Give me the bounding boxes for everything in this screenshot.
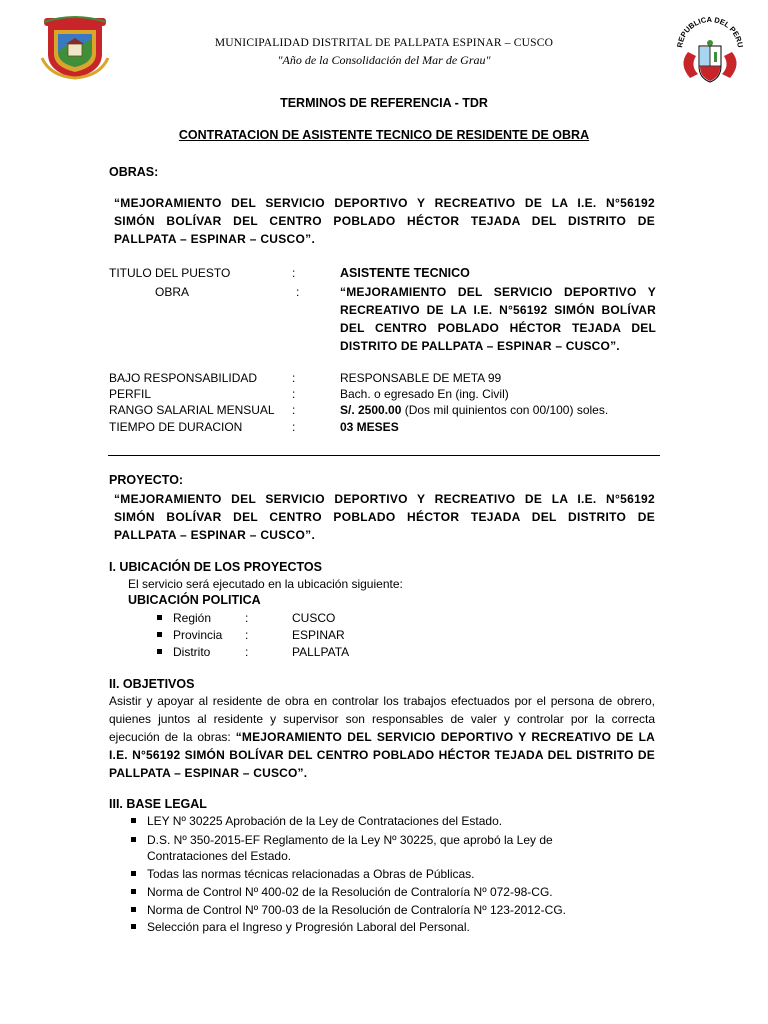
provincia-key: Provincia [173,628,223,642]
obra-line: DEL CENTRO POBLADO HÉCTOR TEJADA DEL [340,321,656,335]
proyecto-line: SIMÓN BOLÍVAR DEL CENTRO POBLADO HÉCTOR TEJADA DEL DISTRITO DE [114,510,655,524]
bajo-key: BAJO RESPONSABILIDAD [109,371,258,385]
obras-line: “MEJORAMIENTO DEL SERVICIO DEPORTIVO Y RECREATIVO DE LA I.E. N°56192 [114,196,655,210]
objetivos-obra-name: “MEJORAMIENTO DEL SERVICIO DEPORTIVO Y RECREATIVO DE LA I.E. N°56192 SIMÓN BOLÍVAR DEL CENTRO POBLADO HÉCTOR TEJADA DEL DISTRITO DE PALLPATA – ESPINAR – CUSCO”. [109,730,656,780]
section-divider [108,455,660,456]
perfil-value-bold: Bach [340,387,368,401]
bullet-icon [131,871,136,876]
objetivos-text: Asistir y apoyar al residente de obra en controlar los trabajos efectuados por el persona de obrero, quienes juntos al residente y supervisor son responsables de valer y controlar por la correcta ejecución de la obras: [109,694,655,744]
colon: : [245,611,249,625]
colon: : [292,387,296,401]
letterhead [0,0,768,90]
objetivos-paragraph [109,692,655,782]
bullet-icon [157,649,162,654]
bullet-icon [131,837,136,842]
legal-item-text: Todas las normas técnicas relacionadas a Obras de Públicas. [147,867,475,881]
ubicacion-intro: El servicio será ejecutado en la ubicación siguiente: [128,577,403,591]
provincia-value: ESPINAR [292,628,345,642]
legal-item-text: Norma de Control Nº 700-03 de la Resolución de Contraloría Nº 123-2012-CG. [147,903,566,917]
perfil-value-rest: . o egresado En (ing. Civil) [367,387,509,401]
peru-coat-of-arms-logo [672,14,748,88]
distrito-key: Distrito [173,645,211,659]
bullet-icon [131,924,136,929]
colon: : [292,371,296,385]
colon: : [292,403,296,417]
obras-line: SIMÓN BOLÍVAR DEL CENTRO POBLADO HÉCTOR TEJADA DEL DISTRITO DE [114,214,655,228]
colon: : [245,628,249,642]
obras-line: PALLPATA – ESPINAR – CUSCO”. [114,232,316,246]
obra-line: DISTRITO DE PALLPATA – ESPINAR – CUSCO”. [340,339,620,353]
obra-value [340,283,656,355]
proyecto-label: PROYECTO: [109,473,184,487]
region-key: Región [173,611,212,625]
obra-key: OBRA [155,285,190,299]
proyecto-line: “MEJORAMIENTO DEL SERVICIO DEPORTIVO Y RECREATIVO DE LA I.E. N°56192 [114,492,655,506]
proyecto-line: PALLPATA – ESPINAR – CUSCO”. [114,528,316,542]
distrito-value: PALLPATA [292,645,350,659]
tiempo-value: 03 MESES [340,420,399,434]
objetivos-title: II. OBJETIVOS [109,677,195,691]
rango-value-rest: (Dos mil quinientos con 00/100) soles. [401,403,609,417]
rango-value-bold: S/. 2500.00 [340,403,402,417]
proyecto-description [114,490,655,544]
obra-line: RECREATIVO DE LA I.E. N°56192 SIMÓN BOLÍVAR [340,303,656,317]
region-value: CUSCO [292,611,336,625]
tiempo-key: TIEMPO DE DURACION [109,420,243,434]
legal-item-text-continued: Contrataciones del Estado. [147,849,292,863]
bullet-icon [131,907,136,912]
perfil-value [340,386,509,402]
legal-item-text: Norma de Control Nº 400-02 de la Resolución de Contraloría Nº 072-98-CG. [147,885,553,899]
legal-item-text: Selección para el Ingreso y Progresión Laboral del Personal. [147,920,470,934]
year-motto: "Año de la Consolidación del Mar de Grau" [277,53,491,67]
bullet-icon [131,889,136,894]
base-legal-title: III. BASE LEGAL [109,797,207,811]
bullet-icon [157,615,162,620]
ubicacion-title: I. UBICACIÓN DE LOS PROYECTOS [109,560,322,574]
titulo-key: TITULO DEL PUESTO [109,266,231,280]
titulo-value: ASISTENTE TECNICO [340,266,470,280]
colon: : [296,285,300,299]
legal-item-text: LEY Nº 30225 Aprobación de la Ley de Contrataciones del Estado. [147,814,503,828]
ubicacion-subtitle: UBICACIÓN POLITICA [128,593,261,607]
rango-key: RANGO SALARIAL MENSUAL [109,403,275,417]
bajo-value: RESPONSABLE DE META 99 [340,371,502,385]
document-subtitle: CONTRATACION DE ASISTENTE TECNICO DE RESIDENTE DE OBRA [178,128,590,142]
right-logo-text: REPUBLICA DEL PERU [675,14,745,49]
obras-label: OBRAS: [109,165,159,179]
colon: : [292,420,296,434]
obras-description [114,194,655,248]
bullet-icon [131,818,136,823]
colon: : [245,645,249,659]
bullet-icon [157,632,162,637]
municipality-name: MUNICIPALIDAD DISTRITAL DE PALLPATA ESPINAR – CUSCO [214,37,554,49]
legal-item-text: D.S. Nº 350-2015-EF Reglamento de la Ley Nº 30225, que aprobó la Ley de [147,833,553,847]
perfil-key: PERFIL [109,387,152,401]
obra-line: “MEJORAMIENTO DEL SERVICIO DEPORTIVO Y [340,285,656,299]
rango-value [340,402,608,418]
document-title: TERMINOS DE REFERENCIA - TDR [280,96,488,110]
colon: : [292,266,296,280]
